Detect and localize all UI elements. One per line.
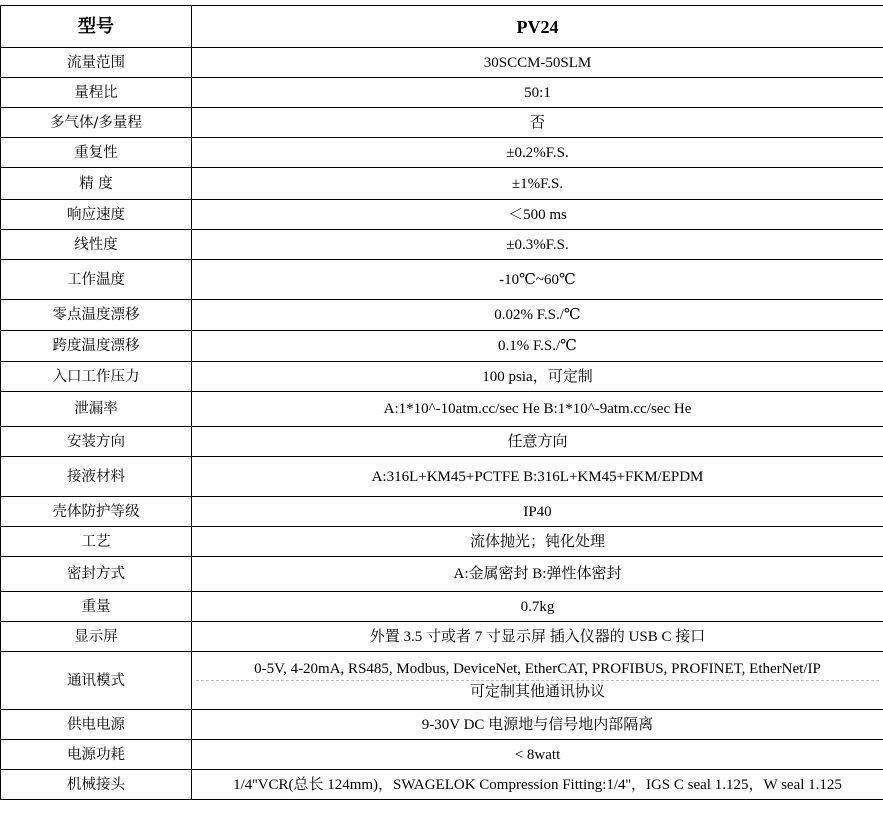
row-label: 量程比 xyxy=(1,78,192,108)
row-label: 接液材料 xyxy=(1,457,192,497)
table-row xyxy=(1,230,883,260)
row-label: 壳体防护等级 xyxy=(1,497,192,527)
row-value: -10℃~60℃ xyxy=(192,260,883,300)
row-label: 重复性 xyxy=(1,138,192,168)
row-label: 跨度温度漂移 xyxy=(1,331,192,362)
row-value: 0.7kg xyxy=(192,592,883,622)
table-row xyxy=(1,557,883,592)
table-row xyxy=(1,48,883,78)
table-row xyxy=(1,78,883,108)
row-value: A:316L+KM45+PCTFE B:316L+KM45+FKM/EPDM xyxy=(192,457,883,497)
header-row xyxy=(1,6,883,48)
row-value: A:1*10^-10atm.cc/sec He B:1*10^-9atm.cc/sec He xyxy=(192,392,883,427)
table-row xyxy=(1,138,883,168)
table-row xyxy=(1,770,883,800)
row-label: 精 度 xyxy=(1,168,192,200)
row-label: 多气体/多量程 xyxy=(1,108,192,138)
table-row xyxy=(1,527,883,557)
row-value: 50:1 xyxy=(192,78,883,108)
row-value: ±1%F.S. xyxy=(192,168,883,200)
row-value: 外置 3.5 寸或者 7 寸显示屏 插入仪器的 USB C 接口 xyxy=(192,622,883,652)
table-row xyxy=(1,427,883,457)
row-value: 1/4''VCR(总长 124mm)，SWAGELOK Compression Fitting:1/4''，IGS C seal 1.125，W seal 1.125 xyxy=(192,770,883,800)
table-row xyxy=(1,392,883,427)
row-value: < 8watt xyxy=(192,740,883,770)
row-label: 流量范围 xyxy=(1,48,192,78)
row-value: 9-30V DC 电源地与信号地内部隔离 xyxy=(192,710,883,740)
row-label: 响应速度 xyxy=(1,200,192,230)
table-row xyxy=(1,362,883,392)
row-label: 线性度 xyxy=(1,230,192,260)
row-value: 任意方向 xyxy=(192,427,883,457)
spec-table xyxy=(0,5,883,800)
row-label: 通讯模式 xyxy=(1,652,192,710)
table-row xyxy=(1,710,883,740)
row-value: 100 psia，可定制 xyxy=(192,362,883,392)
row-value: A:金属密封 B:弹性体密封 xyxy=(192,557,883,592)
row-label: 工艺 xyxy=(1,527,192,557)
row-value xyxy=(192,652,883,710)
row-label: 电源功耗 xyxy=(1,740,192,770)
row-label: 入口工作压力 xyxy=(1,362,192,392)
comm-custom-note: 可定制其他通讯协议 xyxy=(469,684,605,700)
row-value: 0.1% F.S./℃ xyxy=(192,331,883,362)
row-value: 流体抛光；钝化处理 xyxy=(192,527,883,557)
table-row xyxy=(1,592,883,622)
row-value: ＜500 ms xyxy=(192,200,883,230)
row-label: 机械接头 xyxy=(1,770,192,800)
row-value: 否 xyxy=(192,108,883,138)
row-value: 0.02% F.S./℃ xyxy=(192,300,883,331)
row-label: 零点温度漂移 xyxy=(1,300,192,331)
table-row xyxy=(1,168,883,200)
table-row xyxy=(1,457,883,497)
row-label: 安装方向 xyxy=(1,427,192,457)
row-value: ±0.3%F.S. xyxy=(192,230,883,260)
table-row xyxy=(1,497,883,527)
row-value: ±0.2%F.S. xyxy=(192,138,883,168)
table-row xyxy=(1,260,883,300)
table-row xyxy=(1,300,883,331)
header-label: 型号 xyxy=(1,6,192,48)
row-label: 泄漏率 xyxy=(1,392,192,427)
table-row xyxy=(1,652,883,710)
row-label: 供电电源 xyxy=(1,710,192,740)
row-value: 30SCCM-50SLM xyxy=(192,48,883,78)
row-label: 工作温度 xyxy=(1,260,192,300)
row-label: 重量 xyxy=(1,592,192,622)
row-label: 显示屏 xyxy=(1,622,192,652)
row-value: IP40 xyxy=(192,497,883,527)
table-row xyxy=(1,622,883,652)
header-value: PV24 xyxy=(192,6,883,48)
table-row xyxy=(1,200,883,230)
table-row xyxy=(1,331,883,362)
table-row xyxy=(1,108,883,138)
comm-protocol-list: 0-5V, 4-20mA, RS485, Modbus, DeviceNet, EtherCAT, PROFIBUS, PROFINET, EtherNet/IP xyxy=(196,658,879,681)
row-label: 密封方式 xyxy=(1,557,192,592)
table-row xyxy=(1,740,883,770)
